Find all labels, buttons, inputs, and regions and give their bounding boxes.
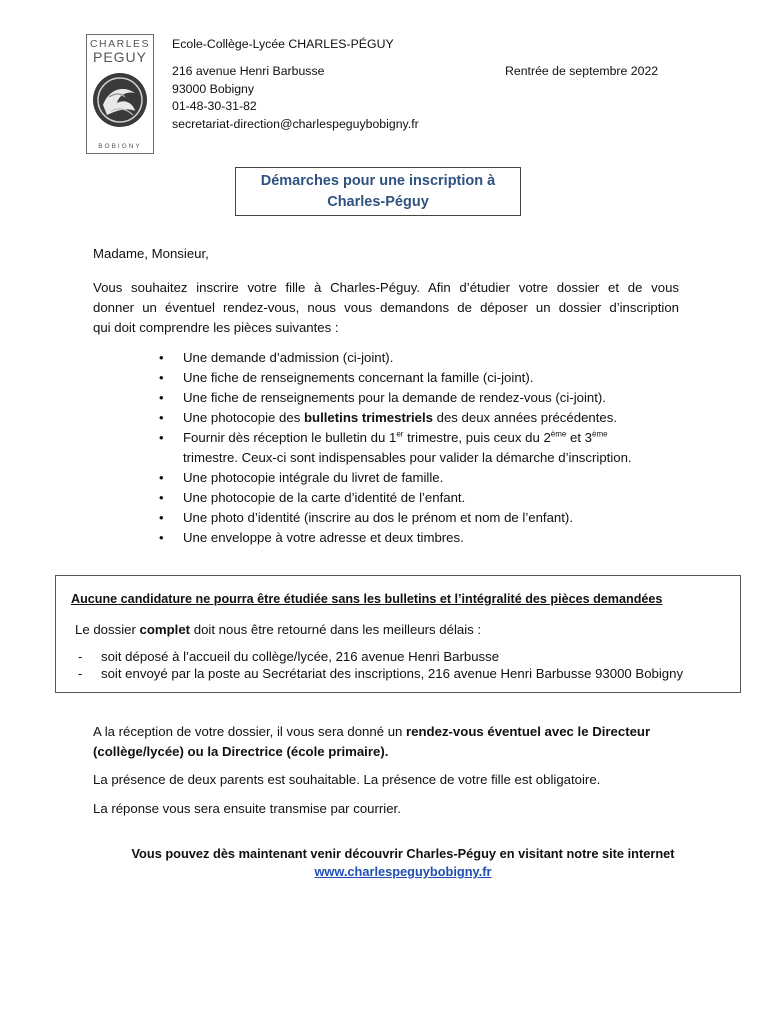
school-year: Rentrée de septembre 2022: [505, 64, 659, 78]
list-item: • Une fiche de renseignements pour la demande de rendez-vous (ci-joint).: [183, 388, 703, 408]
list-item: • Une photo d’identité (inscrire au dos le prénom et nom de l’enfant).: [183, 508, 703, 528]
delivery-options: [78, 648, 684, 682]
logo-text-bobigny: BOBIGNY: [98, 143, 142, 150]
website-link[interactable]: www.charlespeguybobigny.fr: [314, 864, 492, 879]
intro-paragraph: [93, 278, 679, 338]
bullet-icon: •: [159, 370, 164, 385]
logo-emblem-icon: [91, 71, 149, 129]
list-item: • Fournir dès réception le bulletin du 1er trimestre, puis ceux du 2ème et 3ème trimestre. Ceux-ci sont indispensables pour valider la démarche d’inscription.: [159, 429, 632, 465]
intro-line-2: donner un éventuel rendez-vous, nous vous demandons de déposer un dossier d’inscription: [93, 300, 679, 315]
notice-box: [55, 575, 741, 693]
closing-paragraph-2: La présence de deux parents est souhaitable. La présence de votre fille est obligatoire.: [93, 772, 601, 787]
bullet-icon: •: [159, 390, 164, 405]
intro-line-3: qui doit comprendre les pièces suivantes :: [93, 320, 339, 335]
dash-icon: -: [78, 666, 83, 681]
required-documents-list: [159, 348, 703, 548]
list-item: • Une demande d’admission (ci-joint).: [183, 348, 703, 368]
closing-paragraph-3: La réponse vous sera ensuite transmise par courrier.: [93, 801, 401, 816]
phone-number: 01-48-30-31-82: [172, 99, 257, 113]
title-line-2: Charles-Péguy: [327, 194, 429, 210]
dash-icon: -: [78, 649, 83, 664]
warning-text: Aucune candidature ne pourra être étudiée sans les bulletins et l’intégralité des pièces demandées: [71, 592, 663, 606]
footer: [0, 845, 770, 881]
bullet-icon: •: [159, 410, 164, 425]
email-address: secretariat-direction@charlespeguybobigny.fr: [172, 117, 419, 131]
return-instruction: Le dossier complet doit nous être retourné dans les meilleurs délais :: [75, 622, 482, 637]
list-item: • Une enveloppe à votre adresse et deux timbres.: [183, 528, 703, 548]
bullet-icon: •: [159, 510, 164, 525]
bullet-icon: •: [159, 350, 164, 365]
visit-text: Vous pouvez dès maintenant venir découvrir Charles-Péguy en visitant notre site internet: [131, 846, 675, 861]
delivery-option: - soit envoyé par la poste au Secrétariat des inscriptions, 216 avenue Henri Barbusse 93000 Bobigny: [78, 666, 684, 681]
list-item: • Une photocopie de la carte d’identité de l’enfant.: [183, 488, 703, 508]
bullet-icon: •: [159, 490, 164, 505]
greeting: Madame, Monsieur,: [93, 246, 209, 261]
address-line-2: 93000 Bobigny: [172, 82, 255, 96]
list-item: • Une fiche de renseignements concernant la famille (ci-joint).: [183, 368, 703, 388]
logo-text-peguy: PEGUY: [92, 49, 147, 65]
delivery-option: - soit déposé à l’accueil du collège/lycée, 216 avenue Henri Barbusse: [78, 649, 500, 664]
list-item: • Une photocopie intégrale du livret de famille.: [183, 468, 703, 488]
title-line-1: Démarches pour une inscription à: [260, 173, 496, 189]
closing-paragraph-1: A la réception de votre dossier, il vous sera donné un rendez-vous éventuel avec le Directeur (collège/lycée) ou la Directrice (école primaire).: [93, 724, 651, 759]
school-name: Ecole-Collège-Lycée CHARLES-PÉGUY: [172, 37, 394, 51]
document-title: [235, 167, 521, 216]
list-item: • Une photocopie des bulletins trimestriels des deux années précédentes.: [183, 408, 703, 428]
bullet-icon: •: [159, 530, 164, 545]
intro-line-1: Vous souhaitez inscrire votre fille à Charles-Péguy. Afin d’étudier votre dossier et de vous: [93, 280, 679, 295]
bullet-icon: •: [159, 430, 164, 445]
logo-text-charles: CHARLES: [89, 38, 151, 50]
address-line-1: 216 avenue Henri Barbusse: [172, 64, 325, 78]
bullet-icon: •: [159, 470, 164, 485]
school-logo: [86, 34, 154, 154]
